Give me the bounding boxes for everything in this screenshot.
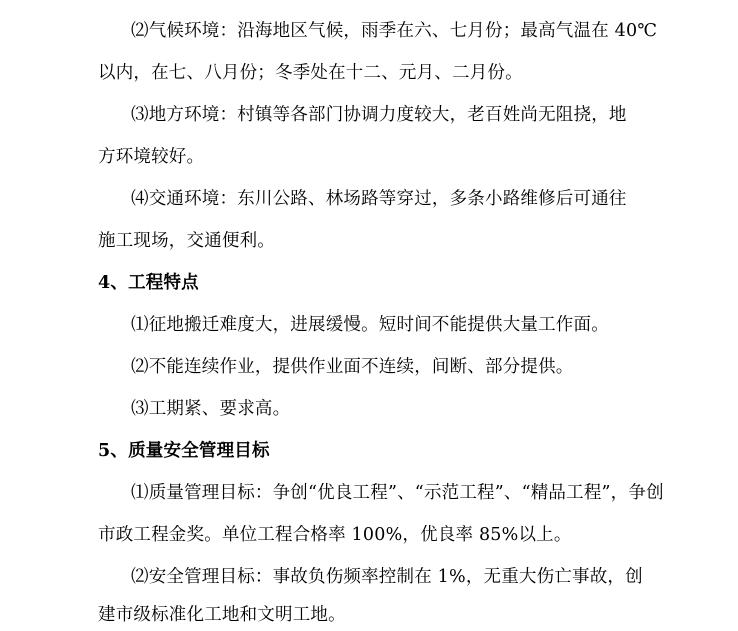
traffic-environment-line-2: 施工现场，交通便利。 xyxy=(98,231,275,251)
climate-paragraph-line-1: ⑵气候环境：沿海地区气候，雨季在六、七月份；最高气温在 40℃ xyxy=(131,21,658,41)
climate-paragraph-line-2: 以内，在七、八月份；冬季处在十二、元月、二月份。 xyxy=(98,63,523,83)
section-4-heading: 4、工程特点 xyxy=(98,273,199,293)
traffic-environment-line-1: ⑷交通环境：东川公路、林场路等穿过，多条小路维修后可通往 xyxy=(131,189,627,209)
local-environment-line-1: ⑶地方环境：村镇等各部门协调力度较大，老百姓尚无阻挠，地 xyxy=(131,105,627,125)
safety-goal-line-1: ⑵安全管理目标：事故负伤频率控制在 1%，无重大伤亡事故，创 xyxy=(131,567,643,587)
section-4-item-2: ⑵不能连续作业，提供作业面不连续，间断、部分提供。 xyxy=(131,357,574,377)
section-4-item-1: ⑴征地搬迁难度大，进展缓慢。短时间不能提供大量工作面。 xyxy=(131,315,609,335)
section-5-heading: 5、质量安全管理目标 xyxy=(98,441,270,461)
quality-goal-line-2: 市政工程金奖。单位工程合格率 100%，优良率 85%以上。 xyxy=(98,525,572,545)
local-environment-line-2: 方环境较好。 xyxy=(98,147,205,167)
quality-goal-line-1: ⑴质量管理目标：争创“优良工程”、“示范工程”、“精品工程”，争创 xyxy=(131,483,664,503)
safety-goal-line-2: 建市级标准化工地和文明工地。 xyxy=(98,605,346,625)
section-4-item-3: ⑶工期紧、要求高。 xyxy=(131,399,291,419)
